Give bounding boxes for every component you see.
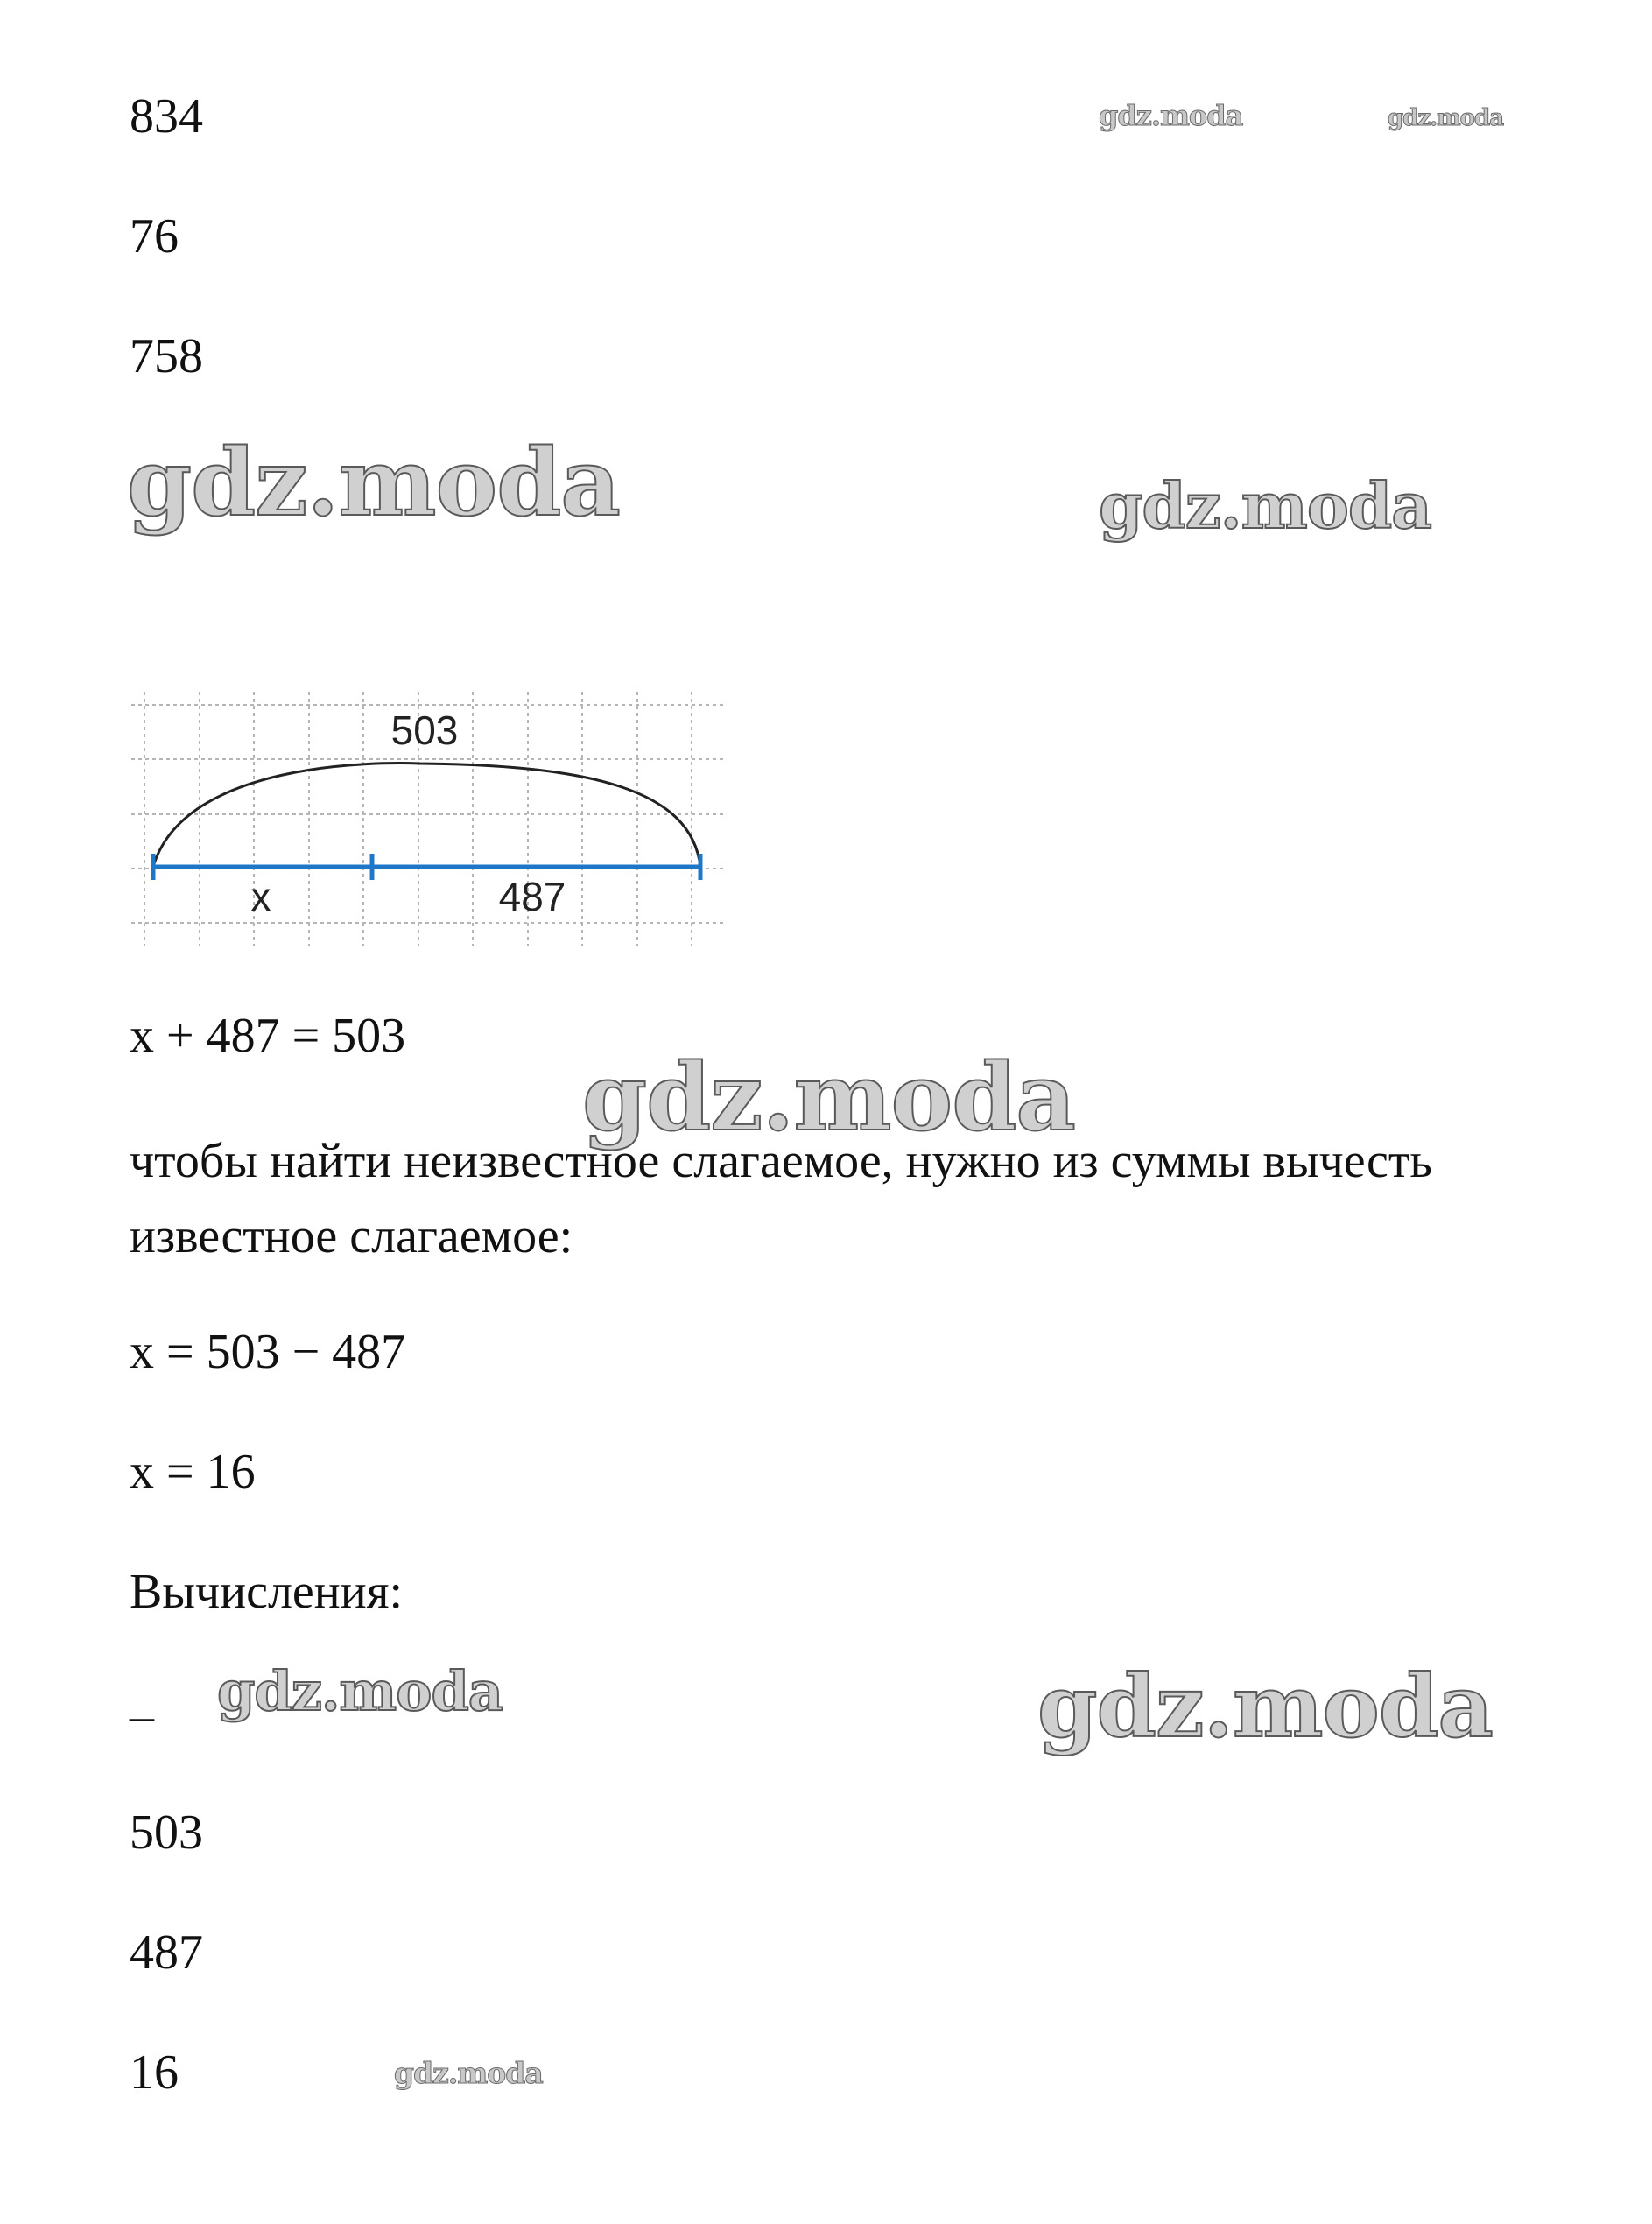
watermark: gdz.moda (217, 1659, 503, 1723)
watermark: gdz.moda (1099, 99, 1243, 132)
minus-sign: _ (130, 1672, 154, 1727)
segment-diagram (131, 692, 735, 946)
number-76: 76 (130, 209, 179, 264)
known-label: 487 (498, 874, 566, 919)
sum-label: 503 (390, 707, 459, 753)
unknown-label: x (250, 874, 271, 919)
calc-subtrahend: 487 (130, 1925, 203, 1980)
number-758: 758 (130, 329, 203, 384)
calc-minuend: 503 (130, 1805, 203, 1860)
calc-result: 16 (130, 2045, 179, 2100)
explanation: чтобы найти неизвестное слагаемое, нужно из суммы вычесть известное слагаемое: (130, 1134, 1432, 1263)
watermark: gdz.moda (582, 1042, 1075, 1151)
segment-line (153, 854, 700, 880)
solve-step: x = 503 − 487 (130, 1325, 406, 1379)
calc-heading: Вычисления: (130, 1565, 404, 1619)
watermark: gdz.moda (127, 427, 620, 537)
equation: x + 487 = 503 (130, 1009, 406, 1063)
watermark: gdz.moda (1037, 1657, 1493, 1757)
watermark: gdz.moda (1099, 468, 1431, 543)
watermark: gdz.moda (394, 2056, 543, 2090)
watermark: gdz.moda (1388, 105, 1504, 131)
number-834: 834 (130, 89, 203, 144)
answer-step: x = 16 (130, 1445, 256, 1499)
